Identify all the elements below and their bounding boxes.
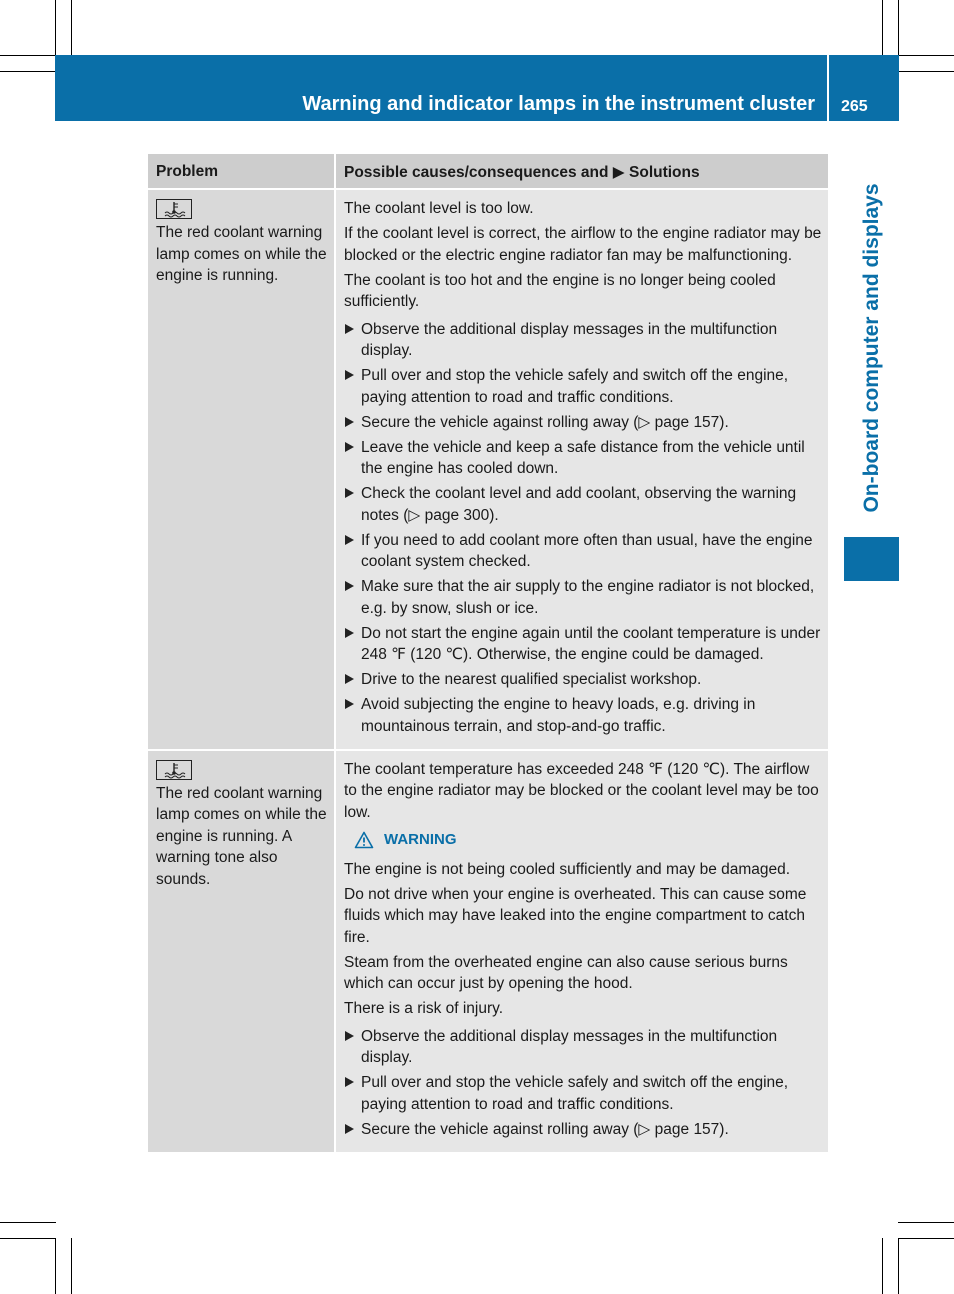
- paragraph: The engine is not being cooled sufficiently and may be damaged.: [344, 860, 791, 878]
- step-arrow-icon: [345, 699, 354, 709]
- page-number: 265: [841, 98, 868, 115]
- coolant-temperature-icon: [156, 199, 192, 219]
- table-header: [148, 154, 828, 188]
- step-arrow-icon: [345, 581, 354, 591]
- solution-step: Make sure that the air supply to the engine radiator is not blocked, e.g. by snow, slush or ice.: [344, 576, 822, 619]
- warning-heading: [354, 829, 822, 851]
- solution-step: Drive to the nearest qualified specialist workshop.: [344, 669, 822, 691]
- solution-step: Check the coolant level and add coolant, observing the warning notes (▷ page 300).: [344, 483, 822, 526]
- step-arrow-icon: [345, 535, 354, 545]
- problem-cell: [148, 751, 334, 1152]
- table-row: [148, 749, 828, 1152]
- step-arrow-icon: [345, 1124, 354, 1134]
- column-header-solutions: Possible causes/consequences and ▶ Solutions: [334, 154, 828, 188]
- paragraph: If the coolant level is correct, the airflow to the engine radiator may be blocked or the electric engine radiator fan may be malfunctioning.: [344, 225, 822, 264]
- solution-step: If you need to add coolant more often than usual, have the engine coolant system checked.: [344, 530, 822, 573]
- solution-step: Observe the additional display messages in the multifunction display.: [344, 1026, 822, 1069]
- solution-step: Secure the vehicle against rolling away (▷ page 157).: [344, 412, 822, 434]
- step-arrow-icon: [345, 674, 354, 684]
- page-number-box: [829, 55, 899, 121]
- problem-cell: [148, 190, 334, 749]
- problem-table: [148, 154, 828, 1152]
- page-title: Warning and indicator lamps in the instrument cluster: [302, 93, 815, 115]
- solution-step: Leave the vehicle and keep a safe distance from the vehicle until the engine has cooled down.: [344, 437, 822, 480]
- step-arrow-icon: [345, 370, 354, 380]
- header-bar: [55, 55, 827, 121]
- section-tab-label: On-board computer and displays: [860, 183, 883, 513]
- paragraph: Steam from the overheated engine can also cause serious burns which can occur just by opening the hood.: [344, 953, 788, 992]
- solution-step: Do not start the engine again until the coolant temperature is under 248 ℉ (120 ℃). Otherwise, the engine could be damaged.: [344, 623, 822, 666]
- problem-description: The red coolant warning lamp comes on while the engine is running.: [156, 224, 327, 284]
- solutions-cell: [334, 190, 828, 749]
- paragraph: There is a risk of injury.: [344, 1000, 504, 1017]
- solution-step: Avoid subjecting the engine to heavy loads, e.g. driving in mountainous terrain, and stop-and-go traffic.: [344, 694, 822, 737]
- step-arrow-icon: [345, 1031, 354, 1041]
- step-arrow-icon: [345, 1077, 354, 1087]
- paragraph: The coolant is too hot and the engine is no longer being cooled sufficiently.: [344, 271, 776, 310]
- solution-step: Observe the additional display messages in the multifunction display.: [344, 319, 822, 362]
- warning-triangle-icon: [354, 831, 374, 849]
- solution-step: Pull over and stop the vehicle safely and switch off the engine, paying attention to road and traffic conditions.: [344, 365, 822, 408]
- solutions-cell: [334, 751, 828, 1152]
- step-arrow-icon: [345, 442, 354, 452]
- step-arrow-icon: [345, 488, 354, 498]
- coolant-temperature-icon: [156, 760, 192, 780]
- step-arrow-icon: [345, 417, 354, 427]
- step-arrow-icon: [345, 324, 354, 334]
- warning-label: WARNING: [384, 831, 457, 848]
- paragraph: Do not drive when your engine is overheated. This can cause some fluids which may have leaked into the engine compartment to catch fire.: [344, 885, 807, 946]
- column-header-problem: Problem: [156, 163, 219, 180]
- solution-step: Secure the vehicle against rolling away (▷ page 157).: [344, 1119, 822, 1141]
- section-tab-marker: [844, 537, 899, 581]
- solution-step: Pull over and stop the vehicle safely and switch off the engine, paying attention to road and traffic conditions.: [344, 1072, 822, 1115]
- step-arrow-icon: [345, 628, 354, 638]
- table-row: [148, 188, 828, 749]
- paragraph: The coolant temperature has exceeded 248 ℉ (120 ℃). The airflow to the engine radiator may be blocked or the coolant level may be too low.: [344, 760, 819, 821]
- paragraph: The coolant level is too low.: [344, 200, 534, 217]
- problem-description: The red coolant warning lamp comes on while the engine is running. A warning tone also sounds.: [156, 784, 327, 888]
